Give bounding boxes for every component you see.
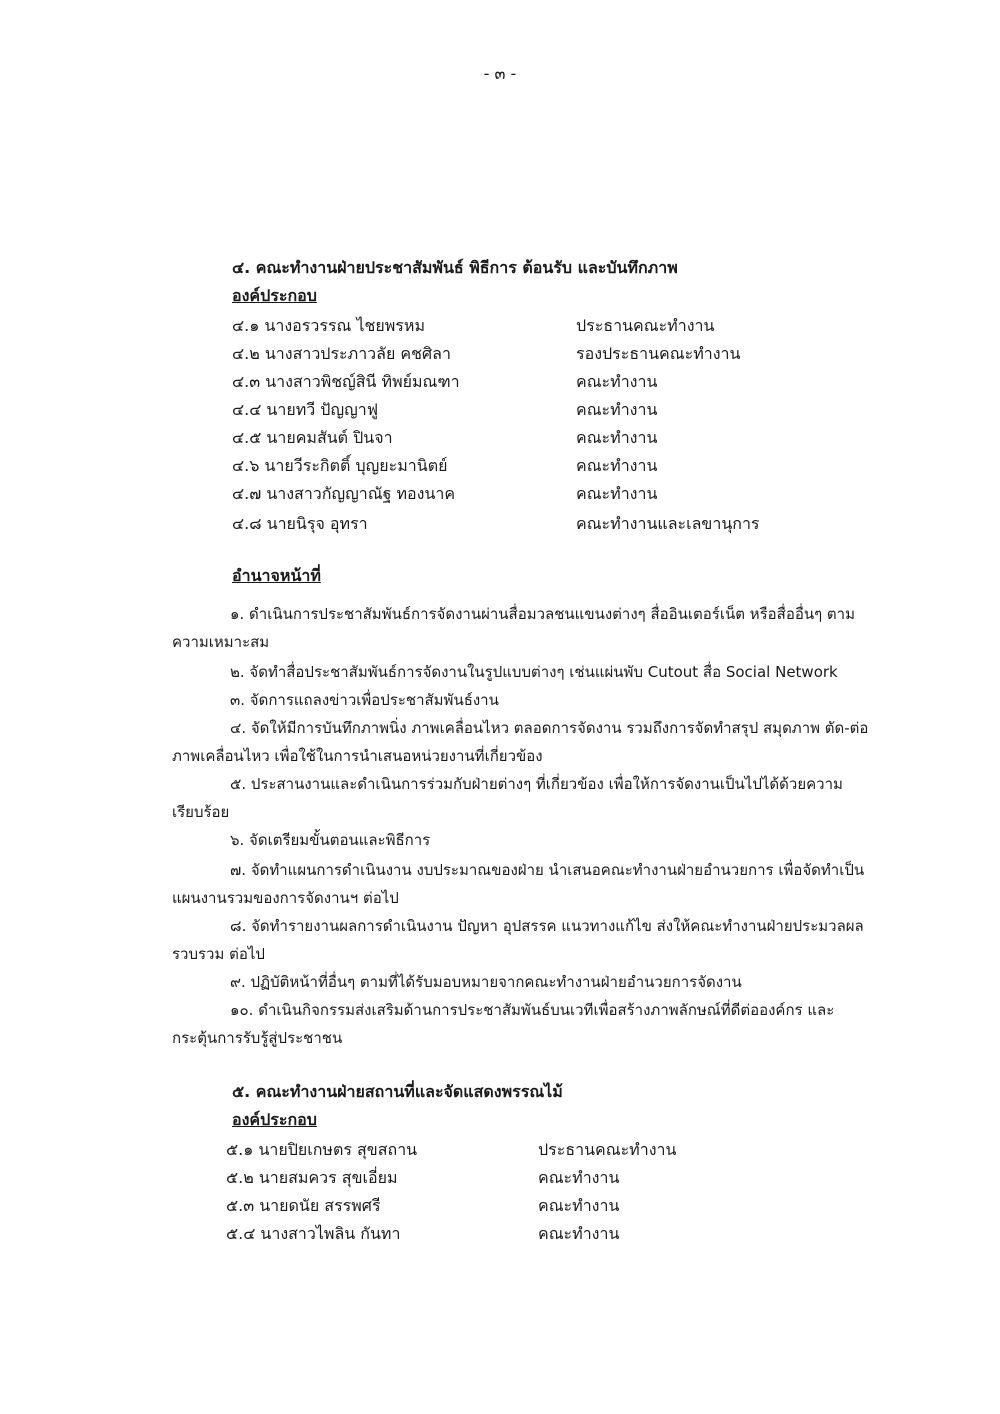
member-role: คณะทำงาน xyxy=(538,1224,620,1243)
duty-item: ๑. ดำเนินการประชาสัมพันธ์การจัดงานผ่านสื่อมวลชนแขนงต่างๆ สื่ออินเตอร์เน็ต หรือสื่ออื่นๆ ตามความเหมาะสม xyxy=(172,605,855,651)
member-name: ๕.๑ นายปิยเกษตร สุขสถาน xyxy=(226,1140,418,1159)
member-name: ๔.๒ นางสาวประภาวลัย คชศิลา xyxy=(232,344,451,363)
page-number: - ๓ - xyxy=(483,64,517,83)
member-role: คณะทำงาน xyxy=(576,428,658,447)
section4-composition-heading: องค์ประกอบ xyxy=(232,286,317,305)
member-name: ๕.๒ นายสมควร สุขเอี่ยม xyxy=(226,1168,398,1187)
member-role: คณะทำงาน xyxy=(576,400,658,419)
member-name: ๕.๓ นายดนัย สรรพศรี xyxy=(226,1196,381,1215)
member-role: รองประธานคณะทำงาน xyxy=(576,344,741,363)
section4-duties-heading: อำนาจหน้าที่ xyxy=(232,566,321,585)
duty-item: ๗. จัดทำแผนการดำเนินงาน งบประมาณของฝ่าย นำเสนอคณะทำงานฝ่ายอำนวยการ เพื่อจัดทำเป็นแผนงานรวมของการจัดงานฯ ต่อไป xyxy=(172,861,865,907)
duty-item: ๕. ประสานงานและดำเนินการร่วมกับฝ่ายต่างๆ ที่เกี่ยวข้อง เพื่อให้การจัดงานเป็นไปได้ด้วยความเรียบร้อย xyxy=(172,775,843,821)
member-name: ๔.๗ นางสาวกัญญาณัฐ ทองนาค xyxy=(232,484,456,503)
member-role: ประธานคณะทำงาน xyxy=(538,1140,677,1159)
duty-item: ๑๐. ดำเนินกิจกรรมส่งเสริมด้านการประชาสัมพันธ์บนเวทีเพื่อสร้างภาพลักษณ์ที่ดีต่อองค์กร และกระตุ้นการรับรู้สู่ประชาชน xyxy=(172,1001,835,1047)
member-role: คณะทำงาน xyxy=(538,1196,620,1215)
member-role: คณะทำงาน xyxy=(576,372,658,391)
member-name: ๔.๔ นายทวี ปัญญาฟู xyxy=(232,400,379,419)
duty-item: ๙. ปฏิบัติหน้าที่อื่นๆ ตามที่ได้รับมอบหมายจากคณะทำงานฝ่ายอำนวยการจัดงาน xyxy=(230,973,742,991)
member-role: คณะทำงานและเลขานุการ xyxy=(576,514,760,533)
duty-item: ๒. จัดทำสื่อประชาสัมพันธ์การจัดงานในรูปแบบต่างๆ เช่นแผ่นพับ Cutout สื่อ Social Network xyxy=(230,663,838,681)
member-role: คณะทำงาน xyxy=(576,456,658,475)
member-name: ๔.๘ นายนิรุจ อุทรา xyxy=(232,514,368,533)
section5-title: ๕. คณะทำงานฝ่ายสถานที่และจัดแสดงพรรณไม้ xyxy=(232,1082,563,1101)
duty-item: ๖. จัดเตรียมขั้นตอนและพิธีการ xyxy=(230,831,431,849)
duty-item: ๘. จัดทำรายงานผลการดำเนินงาน ปัญหา อุปสรรค แนวทางแก้ไข ส่งให้คณะทำงานฝ่ายประมวลผลรวบรวม ต่อไป xyxy=(172,917,864,963)
member-role: ประธานคณะทำงาน xyxy=(576,316,715,335)
member-name: ๔.๕ นายคมสันต์ ปินจา xyxy=(232,428,393,447)
section4-title: ๔. คณะทำงานฝ่ายประชาสัมพันธ์ พิธีการ ต้อนรับ และบันทึกภาพ xyxy=(232,258,678,277)
member-role: คณะทำงาน xyxy=(538,1168,620,1187)
duty-item: ๔. จัดให้มีการบันทึกภาพนิ่ง ภาพเคลื่อนไหว ตลอดการจัดงาน รวมถึงการจัดทำสรุป สมุดภาพ ตัด-ต่อภาพเคลื่อนไหว เพื่อใช้ในการนำเสนอหน่วยงานที่เกี่ยวข้อง xyxy=(172,719,869,765)
member-name: ๔.๑ นางอรวรรณ ไชยพรหม xyxy=(232,316,425,335)
member-name: ๔.๓ นางสาวพิชญ์สินี ทิพย์มณฑา xyxy=(232,372,460,391)
member-name: ๔.๖ นายวีระกิตติ์ บุญยะมานิตย์ xyxy=(232,456,448,475)
duty-item: ๓. จัดการแถลงข่าวเพื่อประชาสัมพันธ์งาน xyxy=(230,691,499,709)
section5-composition-heading: องค์ประกอบ xyxy=(232,1110,317,1129)
member-name: ๕.๔ นางสาวไพลิน กันทา xyxy=(226,1224,401,1243)
member-role: คณะทำงาน xyxy=(576,484,658,503)
